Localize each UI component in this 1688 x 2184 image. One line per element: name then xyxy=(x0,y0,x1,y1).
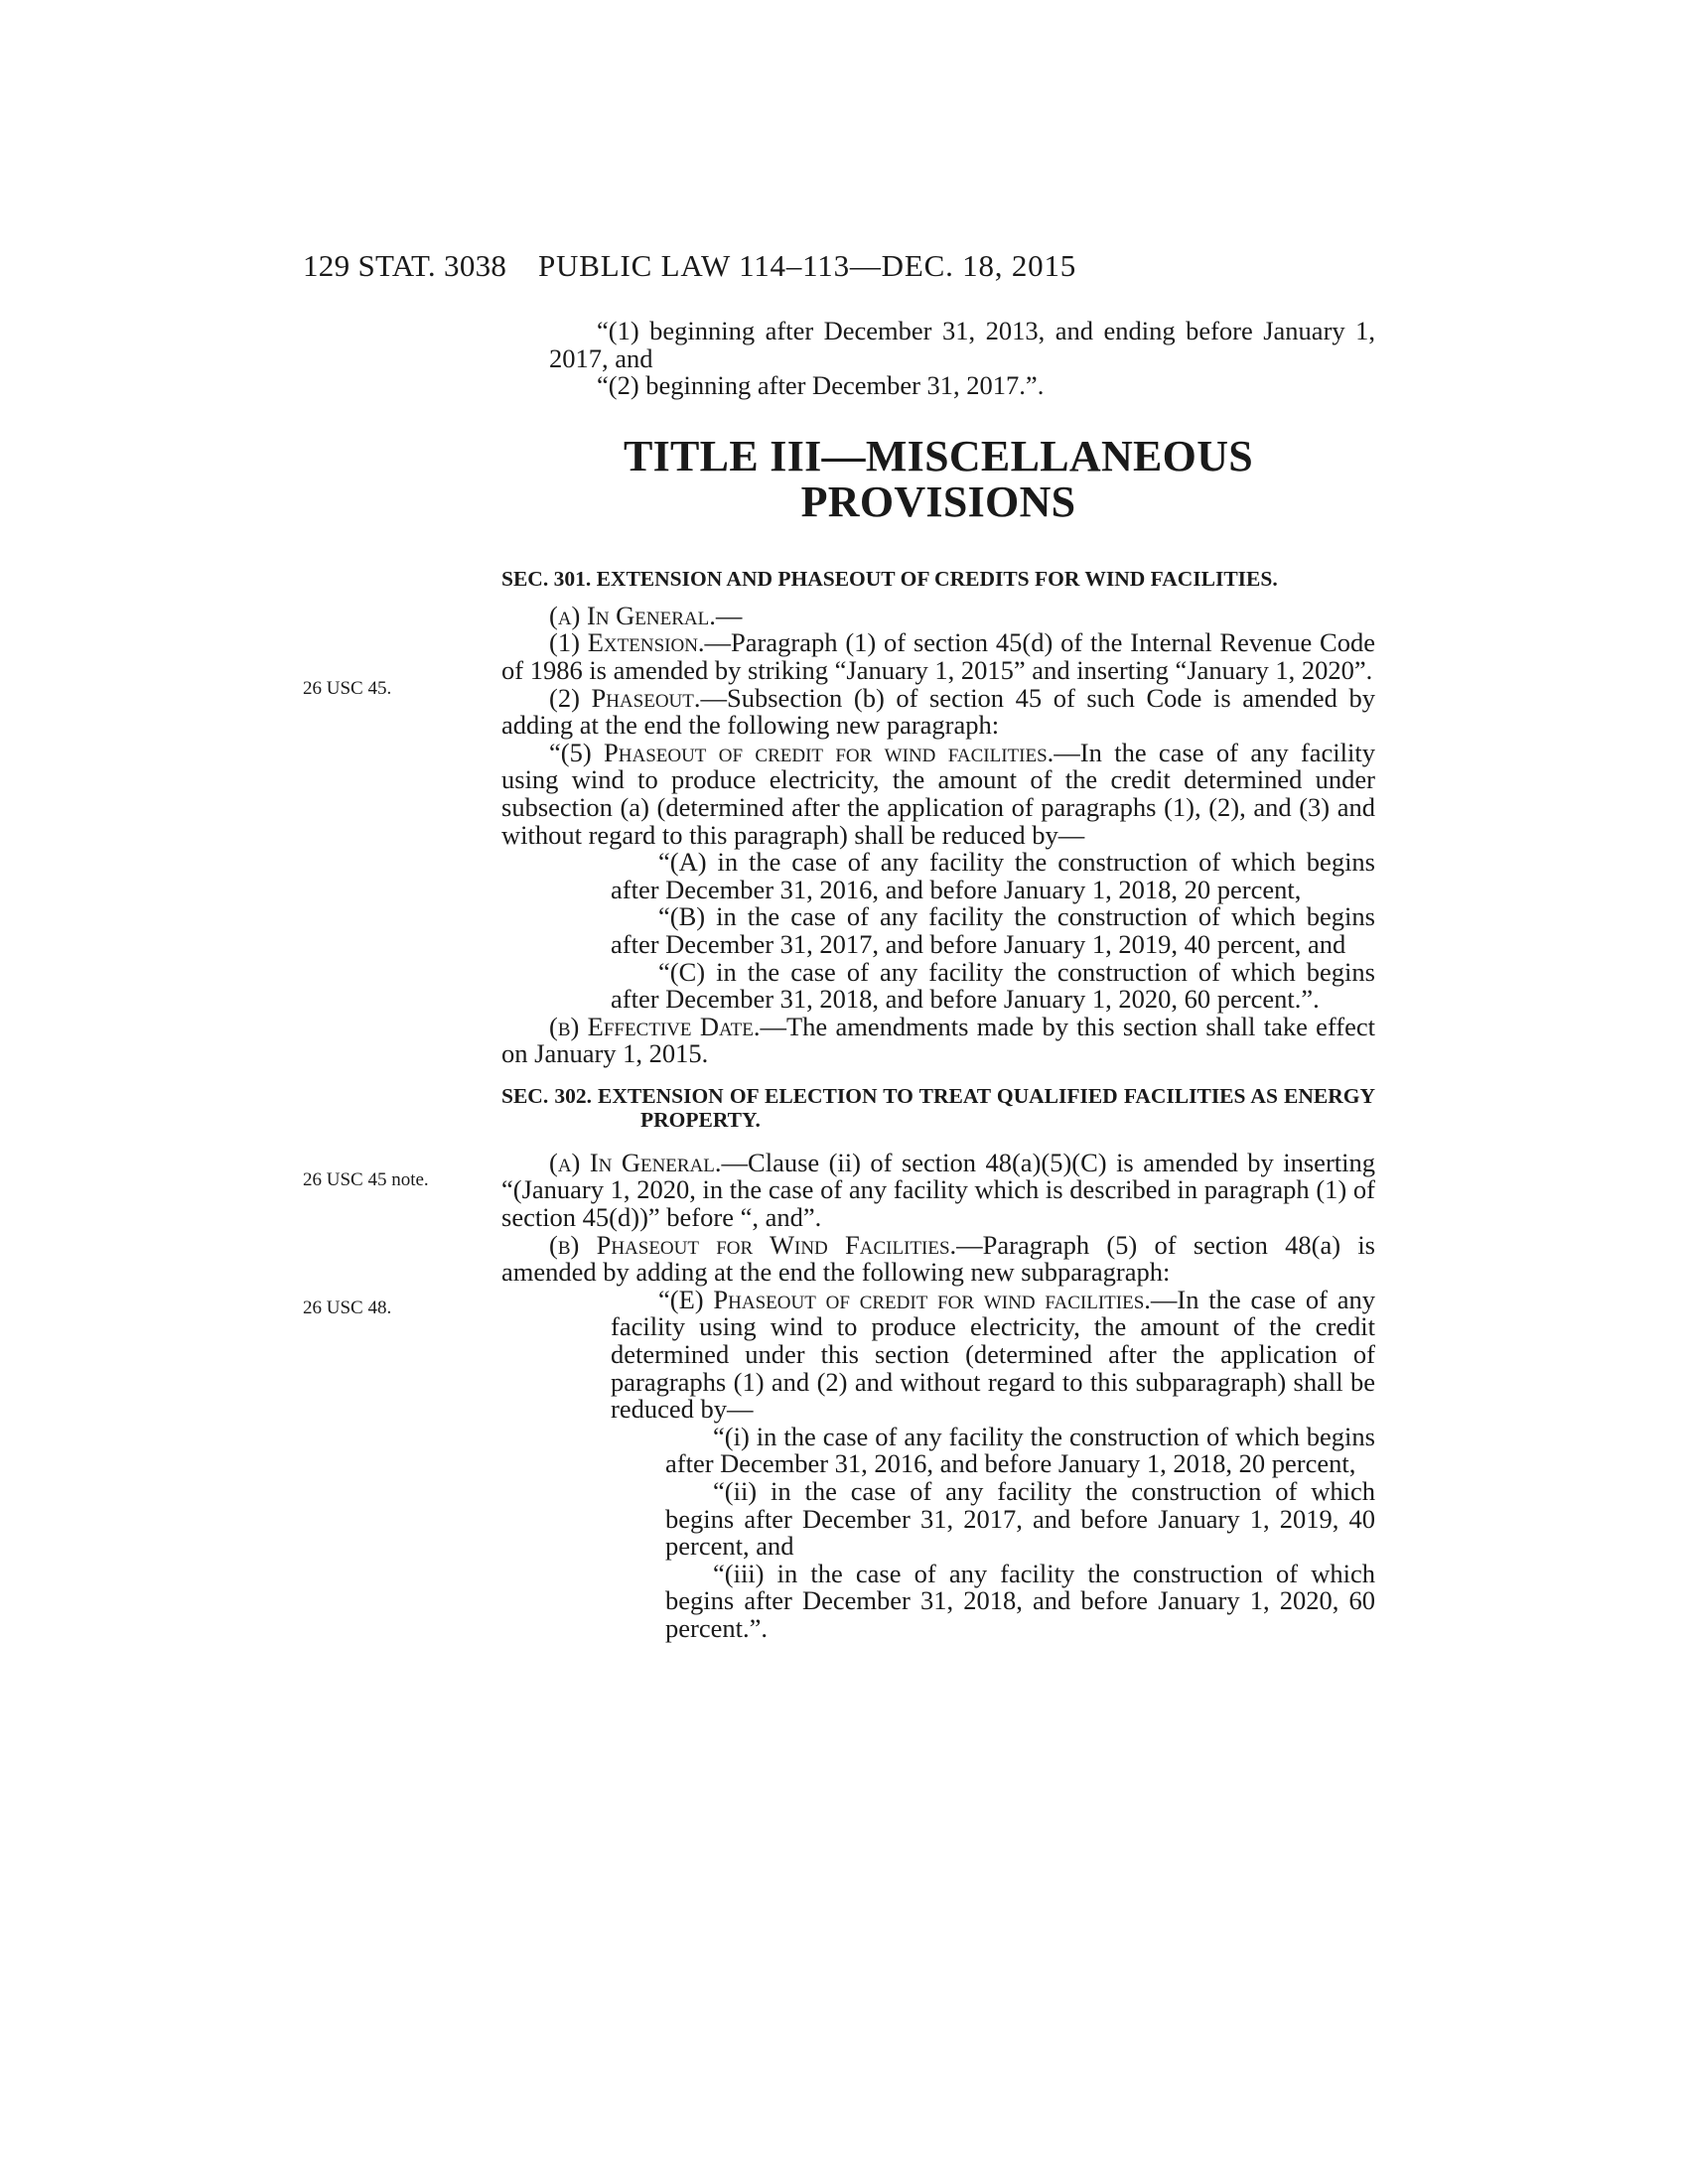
sec302-subpara-e xyxy=(501,1284,1375,1425)
margin-note-usc48: 26 USC 48. xyxy=(303,1297,392,1318)
intro-item-1: “(1) beginning after December 31, 2013, and ending before January 1, 2017, and xyxy=(549,316,1375,373)
sec301-para5-text: —In the case of any facility using wind to produce electricity, the amount of the credit determined under subsection (a) (determined after the application of paragraphs (1), (2), and (3) and without regard to this paragraph) shall be reduced by— xyxy=(501,737,1375,850)
sec301-para5 xyxy=(501,737,1375,850)
sec301-a xyxy=(501,600,1375,630)
intro-item-2: “(2) beginning after December 31, 2017.”. xyxy=(597,370,1045,401)
sec301-sub-a: “(A) in the case of any facility the construction of which begins after December 31, 2016, and before January 1, 2018, 20 percent, xyxy=(611,847,1375,904)
sec302-b-text: Paragraph (5) of section 48(a) is amended by adding at the end the following new subparagraph: xyxy=(501,1229,1375,1288)
sec302-a xyxy=(501,1147,1375,1233)
sec301-para5-label: Phaseout of credit for wind facilities. xyxy=(604,737,1055,767)
sec302-subpara-e-open: “(E) xyxy=(658,1284,714,1314)
sec301-a-label: (a) In General.— xyxy=(549,600,743,630)
section-302-heading: SEC. 302. EXTENSION OF ELECTION TO TREAT QUALIFIED FACILITIES AS ENERGY PROPERTY. xyxy=(501,1083,1375,1132)
running-head: PUBLIC LAW 114–113—DEC. 18, 2015 xyxy=(538,248,1077,283)
sec301-sub-b: “(B) in the case of any facility the construction of which begins after December 31, 2017, and before January 1, 2019, 40 percent, and xyxy=(611,901,1375,959)
title-line-1: TITLE III—MISCELLANEOUS xyxy=(623,431,1254,480)
sec302-clause-i: “(i) in the case of any facility the construction of which begins after December 31, 2016, and before January 1, 2018, 20 percent, xyxy=(665,1421,1375,1479)
title-heading xyxy=(501,431,1375,526)
sec302-a-text: Clause (ii) of section 48(a)(5)(C) is amended by inserting “(January 1, 2020, in the case of any facility which is described in paragraph (1) of section 45(d))” before “, and”. xyxy=(501,1147,1375,1233)
sec301-para5-open: “(5) xyxy=(549,737,605,767)
margin-note-usc45: 26 USC 45. xyxy=(303,678,392,699)
page-body xyxy=(501,318,1375,1643)
sec302-b xyxy=(501,1229,1375,1288)
sec302-b-label: (b) Phaseout for Wind Facilities.— xyxy=(549,1229,983,1260)
page-header xyxy=(303,248,1370,288)
section-301-heading: SEC. 301. EXTENSION AND PHASEOUT OF CREDITS FOR WIND FACILITIES. xyxy=(501,566,1278,591)
sec302-subpara-e-text: —In the case of any facility using wind to produce electricity, the amount of the credit determined under this section (determined after the application of paragraphs (1) and (2) and without regard to this subparagraph) shall be reduced by— xyxy=(611,1284,1375,1425)
sec301-b-label: (b) Effective Date.— xyxy=(549,1011,786,1041)
sec302-clause-ii: “(ii) in the case of any facility the construction of which begins after December 31, 2017, and before January 1, 2019, 40 percent, and xyxy=(665,1476,1375,1562)
sec301-sub-c: “(C) in the case of any facility the construction of which begins after December 31, 2018, and before January 1, 2020, 60 percent.”. xyxy=(611,956,1375,1015)
margin-note-usc45-note: 26 USC 45 note. xyxy=(303,1169,429,1190)
sec301-b-text: The amendments made by this section shall take effect on January 1, 2015. xyxy=(501,1011,1375,1069)
title-line-2: PROVISIONS xyxy=(800,477,1076,526)
sec302-a-label: (a) In General.— xyxy=(549,1147,749,1177)
sec301-a1-label: (1) Extension.— xyxy=(549,627,732,658)
sec301-a2-text: Subsection (b) of section 45 of such Code is amended by adding at the end the following new paragraph: xyxy=(501,682,1375,741)
sec301-a2 xyxy=(501,682,1375,741)
sec301-a2-label: (2) Phaseout.— xyxy=(549,682,727,713)
sec302-clause-iii: “(iii) in the case of any facility the construction of which begins after December 31, 2018, and before January 1, 2020, 60 percent.”. xyxy=(665,1558,1375,1643)
sec302-subpara-e-label: Phaseout of credit for wind facilities. xyxy=(713,1284,1151,1314)
sec301-a1-text: Paragraph (1) of section 45(d) of the Internal Revenue Code of 1986 is amended by striking “January 1, 2015” and inserting “January 1, 2020”. xyxy=(501,627,1375,685)
stat-citation: 129 STAT. 3038 xyxy=(303,248,507,283)
sec301-a1 xyxy=(501,629,1375,684)
sec301-b xyxy=(501,1011,1375,1069)
